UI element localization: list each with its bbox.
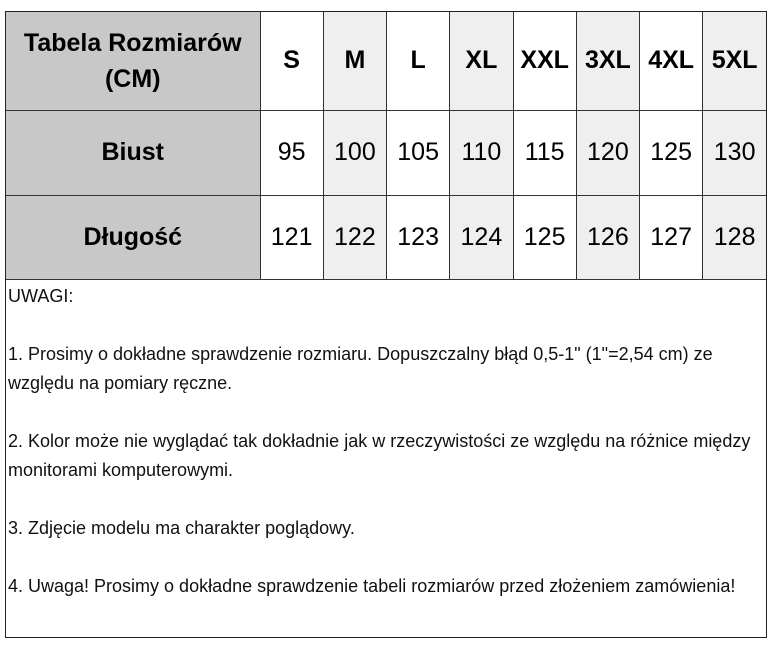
length-value-xl: 124 <box>450 195 513 279</box>
length-value-3xl: 126 <box>576 195 639 279</box>
row-label-length: Długość <box>6 195 260 279</box>
table-row-length <box>6 195 766 279</box>
length-value-l: 123 <box>387 195 450 279</box>
size-header-xxl: XXL <box>513 12 576 110</box>
size-header-m: M <box>323 12 386 110</box>
note-item-4: 4. Uwaga! Prosimy o dokładne sprawdzenie tabeli rozmiarów przed złożeniem zamówienia! <box>8 575 736 596</box>
size-header-row <box>6 12 766 110</box>
length-value-5xl: 128 <box>703 195 766 279</box>
table-title: Tabela Rozmiarów <box>23 28 242 57</box>
size-header-l: L <box>387 12 450 110</box>
note-item-2: 2. Kolor może nie wyglądać tak dokładnie jak w rzeczywistości ze względu na różnice między monitorami komputerowymi. <box>8 430 751 480</box>
length-value-4xl: 127 <box>640 195 703 279</box>
size-header-s: S <box>260 12 323 110</box>
bust-value-l: 105 <box>387 110 450 195</box>
length-value-s: 121 <box>260 195 323 279</box>
table-unit: (CM) <box>104 64 161 93</box>
bust-value-xl: 110 <box>450 110 513 195</box>
size-header-3xl: 3XL <box>576 12 639 110</box>
bust-value-m: 100 <box>323 110 386 195</box>
bust-value-3xl: 120 <box>576 110 639 195</box>
notes-heading: UWAGI: <box>8 285 74 306</box>
note-item-3: 3. Zdjęcie modelu ma charakter poglądowy. <box>8 517 355 538</box>
bust-value-xxl: 115 <box>513 110 576 195</box>
bust-value-5xl: 130 <box>703 110 766 195</box>
bust-value-s: 95 <box>260 110 323 195</box>
bust-value-4xl: 125 <box>640 110 703 195</box>
table-title-cell <box>6 12 260 110</box>
row-label-bust: Biust <box>6 110 260 195</box>
size-table <box>6 12 766 280</box>
size-header-5xl: 5XL <box>703 12 766 110</box>
table-row-bust <box>6 110 766 195</box>
length-value-xxl: 125 <box>513 195 576 279</box>
length-value-m: 122 <box>323 195 386 279</box>
size-chart-sheet <box>5 11 767 638</box>
notes-section <box>6 280 766 601</box>
note-item-1: 1. Prosimy o dokładne sprawdzenie rozmiaru. Dopuszczalny błąd 0,5-1" (1"=2,54 cm) ze względu na pomiary ręczne. <box>8 343 713 393</box>
size-header-4xl: 4XL <box>640 12 703 110</box>
size-header-xl: XL <box>450 12 513 110</box>
